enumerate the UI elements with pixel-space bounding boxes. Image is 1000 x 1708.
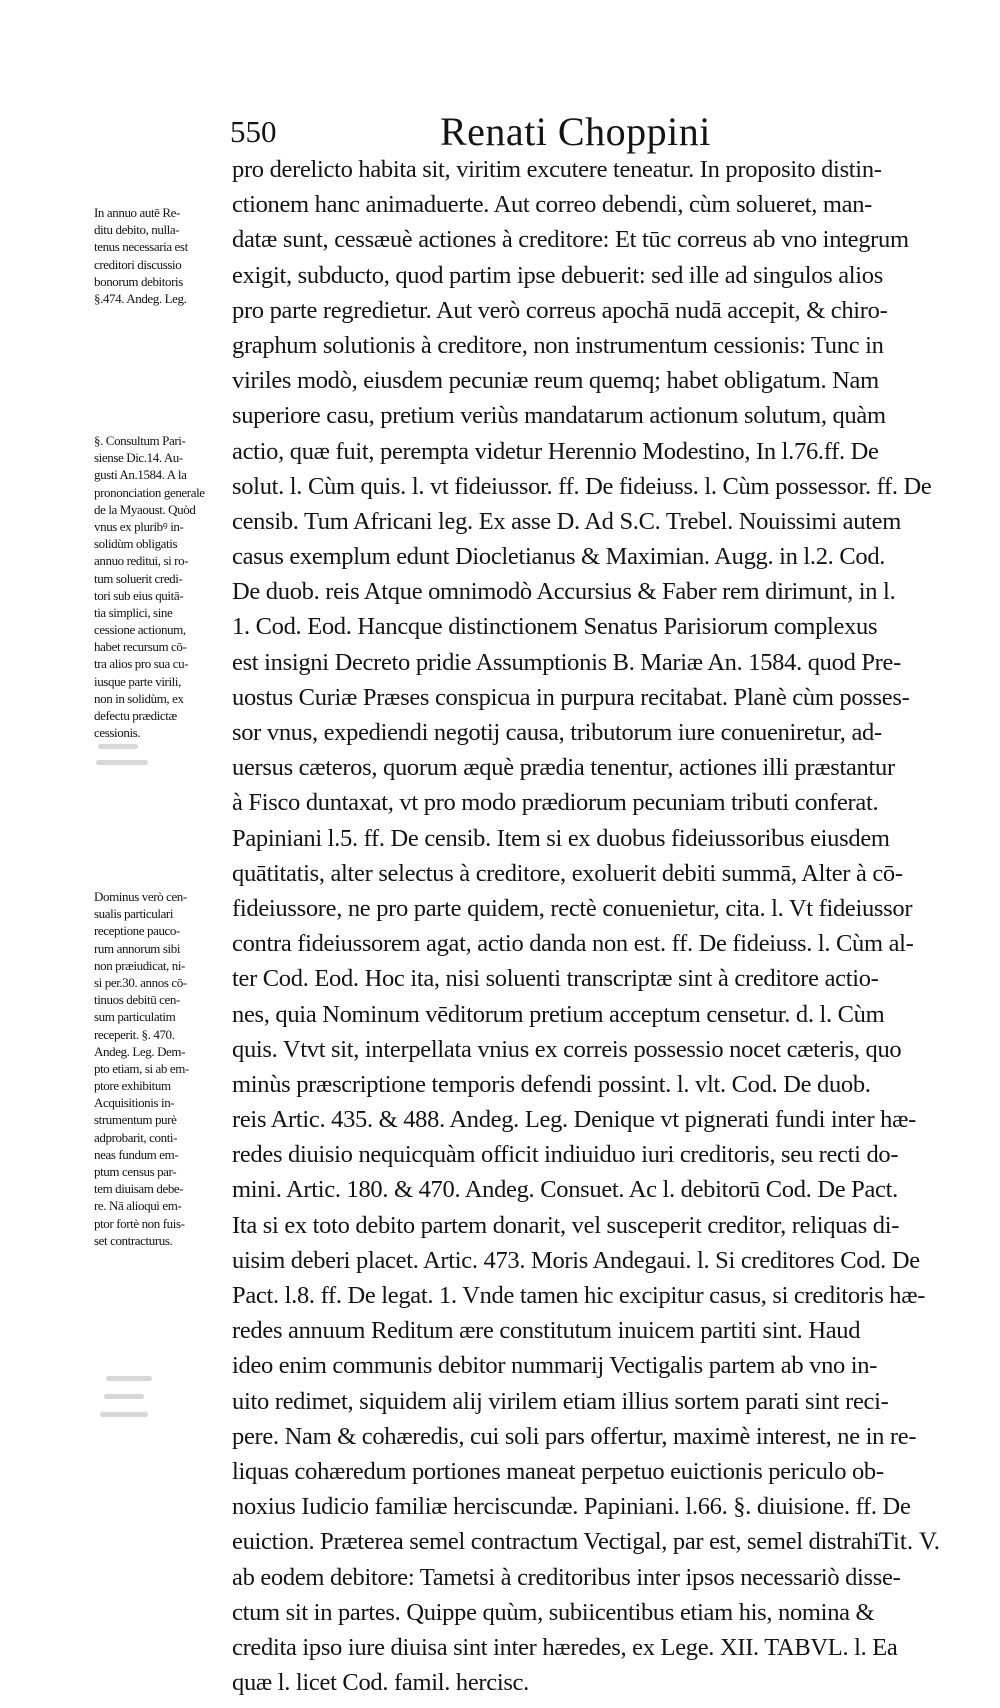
margin-note-line: tum soluerit credi-: [94, 570, 183, 586]
text-line: uersus cæteros, quorum æquè prædia tenentur, actiones illi præstantur: [232, 754, 895, 782]
ink-smudge: [100, 1412, 148, 1417]
margin-note-line: cessionis.: [94, 725, 141, 741]
margin-note-line: gusti An.1584. A la: [94, 467, 187, 483]
margin-note-line: re. Nā alioqui em-: [94, 1198, 182, 1214]
text-line: viriles modò, eiusdem pecuniæ reum quemq; habet obligatum. Nam: [232, 367, 879, 395]
margin-note-line: strumentum purè: [94, 1112, 177, 1128]
text-line: euiction. Præterea semel contractum Vectigal, par est, semel distrahi: [232, 1528, 880, 1556]
margin-note-line: ditu debito, nulla-: [94, 222, 180, 238]
margin-note-line: bonorum debitoris: [94, 273, 183, 289]
margin-note-line: neas fundum em-: [94, 1146, 179, 1162]
text-line: minùs præscriptione temporis defendi possint. l. vlt. Cod. De duob.: [232, 1070, 871, 1098]
margin-note-dominus-censualis: [94, 888, 230, 1249]
text-line: reis Artic. 435. & 488. Andeg. Leg. Denique vt pignerati fundi inter hæ-: [232, 1106, 916, 1134]
ink-smudge: [98, 744, 138, 749]
page-number: 550: [230, 114, 277, 149]
text-line: uito redimet, siquidem alij virilem etiam illius sortem parati sint reci-: [232, 1387, 889, 1415]
margin-note-line: In annuo autē Re-: [94, 205, 180, 220]
text-line: superiore casu, pretium veriùs mandatarum actionum solutum, quàm: [232, 402, 886, 430]
margin-note-line: iusque parte virili,: [94, 673, 181, 689]
text-line: credita ipso iure diuisa sint inter hæredes, ex Lege. XII. TABVL. l. Ea: [232, 1633, 898, 1661]
text-line: ab eodem debitore: Tametsi à creditoribus inter ipsos necessariò disse-: [232, 1563, 901, 1591]
text-line: Papiniani l.5. ff. De censib. Item si ex duobus fideiussoribus eiusdem: [232, 824, 890, 852]
text-line: redes diuisio nequicquàm officit indiuiduo iuri creditoris, seu recti do-: [232, 1141, 899, 1169]
margin-note-line: cessione actionum,: [94, 622, 186, 638]
text-line: 1. Cod. Eod. Hancque distinctionem Senatus Parisiorum complexus: [232, 613, 878, 641]
margin-note-line: tia simplici, sine: [94, 604, 173, 620]
margin-note-line: set contracturus.: [94, 1232, 173, 1248]
margin-note-line: tenus necessaria est: [94, 239, 188, 255]
text-line: redes annuum Reditum ære constitutum inuicem partiti sint. Haud: [232, 1317, 861, 1345]
margin-note-line: Acquisitionis in-: [94, 1095, 175, 1111]
margin-note-line: non præiudicat, ni-: [94, 957, 185, 973]
text-line: casus exemplum edunt Diocletianus & Maximian. Augg. in l.2. Cod.: [232, 543, 886, 571]
margin-note-line: §. Consultum Pari-: [94, 433, 186, 448]
ink-smudge: [106, 1376, 152, 1381]
margin-note-line: ptor fortè non fuis-: [94, 1215, 185, 1231]
text-line: ctum sit in partes. Quippe quùm, subiicentibus etiam his, nomina &: [232, 1598, 875, 1626]
margin-note-line: de la Myaoust. Quòd: [94, 501, 196, 517]
text-line: noxius Iudicio familiæ herciscundæ. Papiniani. l.66. §. diuisione. ff. De: [232, 1493, 911, 1521]
text-line: ideo enim communis debitor nummarij Vectigalis partem ab vno in-: [232, 1352, 878, 1380]
text-line: quātitatis, alter selectus à creditore, exoluerit debiti summā, Alter à cō-: [232, 859, 903, 887]
margin-note-line: creditori discussio: [94, 256, 182, 272]
catchword: Tit. V.: [878, 1528, 940, 1555]
text-line: contra fideiussorem agat, actio danda non est. ff. De fideiuss. l. Cùm al-: [232, 930, 914, 958]
margin-note-line: §.474. Andeg. Leg.: [94, 290, 187, 306]
text-line: graphum solutionis à creditore, non instrumentum cessionis: Tunc in: [232, 331, 884, 359]
margin-note-line: siense Dic.14. Au-: [94, 450, 183, 466]
text-line: Ita si ex toto debito partem donarit, vel susceperit creditor, reliquas di-: [232, 1211, 900, 1239]
margin-note-line: vnus ex pluribꝰ in-: [94, 518, 184, 534]
text-line: sor vnus, expediendi negotij causa, tributorum iure conueniretur, ad-: [232, 719, 882, 746]
text-line: actio, quæ fuit, perempta videtur Herennio Modestino, In l.76.ff. De: [232, 437, 879, 465]
text-line: mini. Artic. 180. & 470. Andeg. Consuet. Ac l. debitorū Cod. De Pact.: [232, 1176, 898, 1204]
margin-note-line: sualis particulari: [94, 906, 174, 922]
text-line: pere. Nam & cohæredis, cui soli pars offertur, maximè interest, ne in re-: [232, 1422, 917, 1450]
text-line: nes, quia Nominum vēditorum pretium acceptum censetur. d. l. Cùm: [232, 1000, 885, 1028]
text-line: exigit, subducto, quod partim ipse debuerit: sed ille ad singulos alios: [232, 261, 883, 289]
text-line: fideiussore, ne pro parte quidem, rectè conuenietur, cita. l. Vt fideiussor: [232, 894, 913, 922]
margin-note-line: prononciation generale: [94, 484, 205, 500]
margin-note-line: Andeg. Leg. Dem-: [94, 1043, 186, 1059]
text-line: uostus Curiæ Præses conspicua in purpura recitabat. Planè cùm posses-: [232, 683, 910, 711]
text-line: uisim deberi placet. Artic. 473. Moris Andegaui. l. Si creditores Cod. De: [232, 1246, 920, 1274]
margin-note-line: ptore exhibitum: [94, 1078, 171, 1094]
text-line: Pact. l.8. ff. De legat. 1. Vnde tamen hic excipitur casus, si creditoris hæ-: [232, 1282, 926, 1309]
margin-note-line: Dominus verò cen-: [94, 889, 187, 904]
margin-note-line: rum annorum sibi: [94, 940, 181, 956]
margin-note-line: receptione pauco-: [94, 923, 180, 939]
margin-note-annuus-reditus: [94, 204, 230, 307]
text-line: datæ sunt, cessæuè actiones à creditore: Et tūc correus ab vno integrum: [232, 226, 909, 254]
text-line: pro parte regredietur. Aut verò correus apochā nudā accepit, & chiro-: [232, 296, 888, 324]
running-title: Renati Choppini: [440, 109, 711, 154]
text-line: quæ l. licet Cod. famil. hercisc.: [232, 1669, 529, 1697]
margin-note-line: annuo reditui, si ro-: [94, 553, 189, 569]
margin-note-line: non in solidùm, ex: [94, 690, 184, 706]
margin-note-line: si per.30. annos cō-: [94, 974, 187, 990]
text-line: quis. Vtvt sit, interpellata vnius ex correis possessio nocet cæteris, quo: [232, 1035, 902, 1063]
margin-note-line: receperit. §. 470.: [94, 1026, 175, 1042]
text-line: De duob. reis Atque omnimodò Accursius & Faber rem dirimunt, in l.: [232, 578, 896, 606]
margin-note-line: tem diuisam debe-: [94, 1181, 184, 1197]
main-text-column: [232, 152, 938, 1700]
text-line: est insigni Decreto pridie Assumptionis B. Mariæ An. 1584. quod Pre-: [232, 648, 901, 676]
margin-note-line: ptum census par-: [94, 1164, 177, 1179]
ink-smudge: [104, 1394, 144, 1399]
text-line: liquas cohæredum portiones maneat perpetuo euictionis periculo ob-: [232, 1457, 884, 1485]
text-line: ter Cod. Eod. Hoc ita, nisi soluenti transcriptæ sint à creditore actio-: [232, 965, 879, 993]
text-line: solut. l. Cùm quis. l. vt fideiussor. ff. De fideiuss. l. Cùm possessor. ff. De: [232, 472, 932, 500]
margin-note-line: habet recursum cō-: [94, 639, 187, 655]
margin-note-line: pto etiam, si ab em-: [94, 1060, 189, 1076]
margin-note-line: solidùm obligatis: [94, 536, 178, 552]
margin-note-line: sum particulatim: [94, 1009, 176, 1025]
margin-note-line: adprobarit, conti-: [94, 1129, 178, 1145]
margin-note-consultum-parisiense: [94, 432, 230, 741]
margin-note-line: tori sub eius quitā-: [94, 587, 184, 603]
text-line: censib. Tum Africani leg. Ex asse D. Ad S.C. Trebel. Nouissimi autem: [232, 507, 901, 535]
text-line: ctionem hanc animaduerte. Aut correo debendi, cùm solueret, man-: [232, 191, 873, 219]
margin-note-line: defectu prædictæ: [94, 708, 177, 723]
margin-note-line: tinuos debitū cen-: [94, 992, 180, 1008]
margin-note-line: tra alios pro sua cu-: [94, 656, 189, 672]
text-line: pro derelicto habita sit, viritim excutere teneatur. In proposito distin-: [232, 156, 882, 183]
ink-smudge: [96, 760, 148, 765]
text-line: à Fisco duntaxat, vt pro modo prædiorum pecuniam tributi conferat.: [232, 789, 879, 817]
